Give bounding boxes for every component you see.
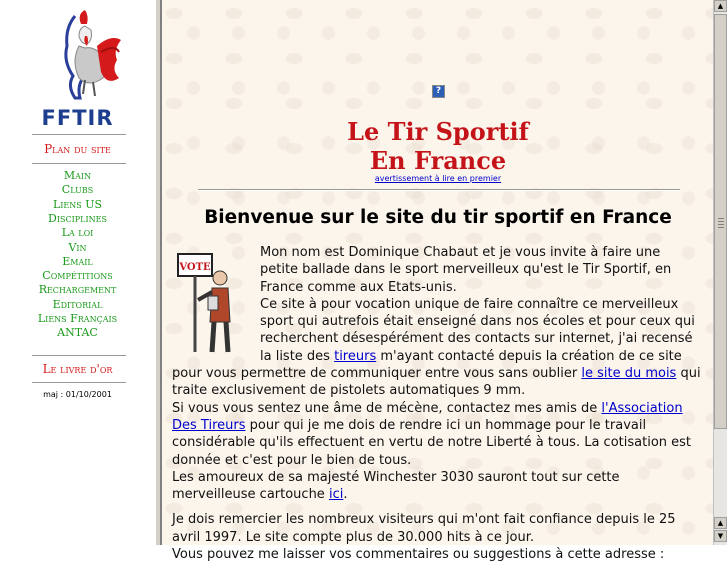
update-date: maj : 01/10/2001 xyxy=(43,390,112,399)
sidebar-divider xyxy=(32,382,126,383)
sidebar-divider xyxy=(32,355,126,356)
scroll-thumb[interactable] xyxy=(714,14,727,429)
warning-link-wrap xyxy=(162,174,714,183)
tireurs-link[interactable]: tireurs xyxy=(334,348,377,364)
broken-image-icon: ? xyxy=(432,85,445,98)
nav-item-liens-fran-ais[interactable]: Liens Français xyxy=(37,312,118,325)
nav-item-email[interactable]: Email xyxy=(62,254,93,268)
paragraph-4: Les amoureux de sa majesté Winchester 3030 sauront tout sur cette merveilleuse cartouche ici. xyxy=(172,469,620,503)
nav-item-antac[interactable]: ANTAC xyxy=(57,326,98,340)
nav-item-liens-us[interactable]: Liens US xyxy=(52,197,103,211)
nav-item-editorial[interactable]: Editorial xyxy=(52,297,103,311)
warning-link[interactable]: avertissement à lire en premier xyxy=(374,174,502,183)
vote-protester-icon xyxy=(174,248,240,358)
sidebar-divider xyxy=(32,134,126,135)
scroll-down-icon[interactable]: ▼ xyxy=(714,530,727,542)
nav-item-clubs[interactable]: Clubs xyxy=(61,183,94,197)
nav-plan-du-site[interactable]: Plan du site xyxy=(44,142,111,156)
paragraph-3: Si vous vous sentez une âme de mécène, contactez mes amis de l'Association Des Tireurs pour qui je me dois de rendre ici un hommage pour le travail considérable qu'ils effectuent en vertu de notre Liberté à tous. La cotisation est donnée et c'est pour le bien de tous. xyxy=(172,400,692,468)
site-brand-title: FFTIR xyxy=(41,106,114,130)
paragraph-6: Vous pouvez me laisser vos commentaires ou suggestions à cette adresse : xyxy=(172,547,665,563)
nav-item-vin[interactable]: Vin xyxy=(68,240,87,254)
welcome-heading: Bienvenue sur le site du tir sportif en France xyxy=(204,207,672,228)
nav-livre-dor[interactable]: Le livre d'or xyxy=(42,362,113,376)
site-du-mois-link[interactable]: le site du mois xyxy=(581,366,677,382)
page-title-line2: En France xyxy=(369,146,507,175)
vote-sign-text: VOTE xyxy=(179,262,211,273)
paragraph-1: Mon nom est Dominique Chabaut et je vous invite à faire une petite ballade dans le sport merveilleux qu'est le Tir Sportif, en France comme aux Etats-unis. xyxy=(260,245,672,295)
scroll-up-icon[interactable]: ▲ xyxy=(714,517,727,529)
vertical-scrollbar[interactable] xyxy=(713,0,727,545)
main-frame xyxy=(161,0,713,563)
sidebar-frame xyxy=(0,0,155,545)
winchester-ici-link[interactable]: ici xyxy=(328,487,344,503)
rooster-logo-icon[interactable] xyxy=(45,6,125,106)
nav-item-rechargement[interactable]: Rechargement xyxy=(38,283,117,297)
nav-item-comp-titions[interactable]: Compétitions xyxy=(42,269,113,283)
intro-text xyxy=(172,244,702,563)
main-divider xyxy=(198,189,680,191)
paragraph-5: Je dois remercier les nombreux visiteurs qui m'ont fait confiance depuis le 25 avril 1997. Le site compte plus de 30.000 hits à ce jour. xyxy=(172,512,676,545)
nav-item-main[interactable]: Main xyxy=(63,169,92,182)
paragraph-2: Ce site à pour vocation unique de faire connaître ce merveilleux sport qui autrefois était enseigné dans nos écoles et pour ceux qui recherchent désespérément des contacts sur internet, j'ai recensé la liste des tireurs m'ayant contacté depuis la création de ce site pour vous permettre de communiquer entre vous sans oublier le site du mois qui traite exclusivement de pistolets automatiques 9 mm. xyxy=(172,296,701,399)
sidebar-divider xyxy=(32,163,126,164)
nav-item-disciplines[interactable]: Disciplines xyxy=(48,211,107,225)
nav-item-la-loi[interactable]: La loi xyxy=(61,226,94,240)
scroll-up-icon[interactable]: ▲ xyxy=(714,0,727,12)
page-title-line1: Le Tir Sportif xyxy=(347,117,529,146)
association-tireurs-link[interactable]: l'Association Des Tireurs xyxy=(172,400,683,433)
